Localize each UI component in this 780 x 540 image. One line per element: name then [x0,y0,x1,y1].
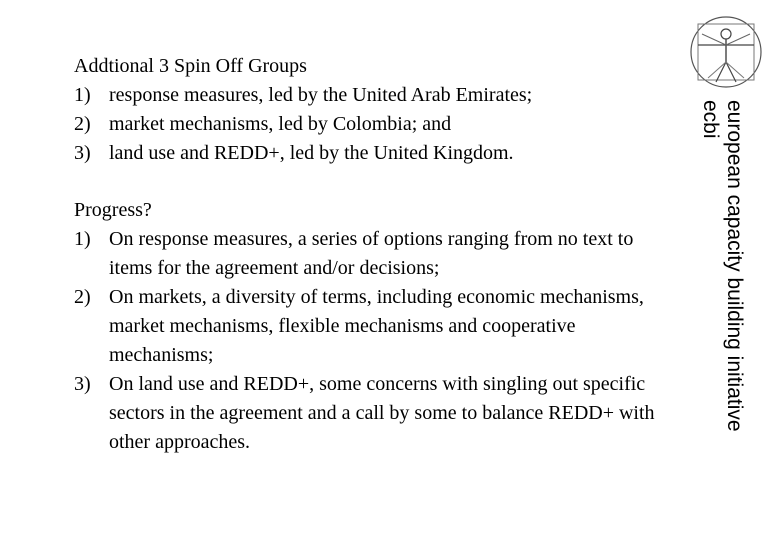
branding-label [698,100,758,520]
item-text: market mechanisms, led by Colombia; and [109,113,452,135]
item-number: 1) [74,84,91,106]
item-text: response measures, led by the United Arab Emirates; [109,84,533,106]
branding-line-1: european capacity building initiative [723,100,746,432]
item-number: 3) [74,373,91,395]
progress-item [74,225,664,283]
item-number: 2) [74,286,91,308]
spin-off-section [74,52,532,168]
item-text: On response measures, a series of options ranging from no text to items for the agreement and/or decisions; [109,228,634,279]
vitruvian-man-logo [686,12,766,92]
branding-line-2: ecbi [699,100,722,139]
item-number: 3) [74,142,91,164]
spin-off-item [74,81,532,110]
spin-off-title: Addtional 3 Spin Off Groups [74,55,307,77]
spin-off-item [74,139,532,168]
item-number: 1) [74,228,91,250]
item-text: land use and REDD+, led by the United Kingdom. [109,142,514,164]
progress-title: Progress? [74,199,152,221]
spin-off-item [74,110,532,139]
branding-text [698,100,746,432]
item-number: 2) [74,113,91,135]
progress-item [74,370,664,457]
progress-item [74,283,664,370]
item-text: On markets, a diversity of terms, including economic mechanisms, market mechanisms, flexible mechanisms and cooperative mechanisms; [109,286,644,366]
vitruvian-man-icon [686,12,766,92]
progress-section [74,196,664,457]
item-text: On land use and REDD+, some concerns with singling out specific sectors in the agreement and a call by some to balance REDD+ with other approaches. [109,373,655,453]
